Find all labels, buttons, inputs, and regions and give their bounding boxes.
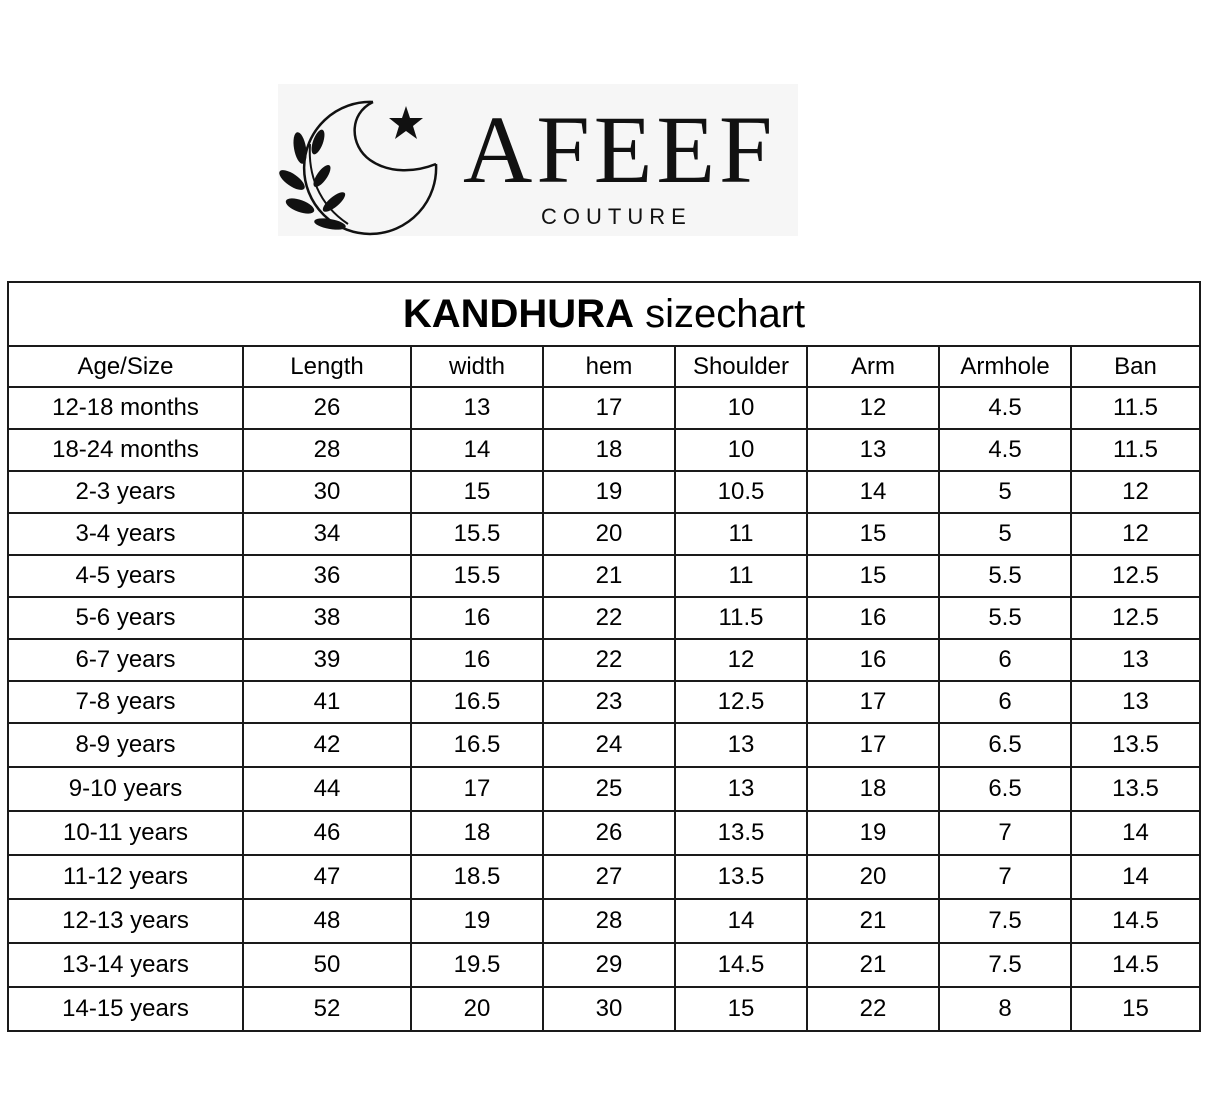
brand-tagline: COUTURE: [541, 204, 692, 229]
measurement-cell: 12: [807, 387, 939, 429]
measurement-cell: 7: [939, 811, 1071, 855]
measurement-cell: 13.5: [675, 855, 807, 899]
measurement-cell: 14: [675, 899, 807, 943]
measurement-cell: 20: [543, 513, 675, 555]
measurement-cell: 11.5: [1071, 387, 1200, 429]
measurement-cell: 18: [411, 811, 543, 855]
measurement-cell: 50: [243, 943, 411, 987]
measurement-cell: 30: [243, 471, 411, 513]
measurement-cell: 15: [1071, 987, 1200, 1031]
measurement-cell: 13: [1071, 639, 1200, 681]
measurement-cell: 14.5: [675, 943, 807, 987]
measurement-cell: 28: [543, 899, 675, 943]
table-row: [8, 855, 1200, 899]
measurement-cell: 13: [807, 429, 939, 471]
measurement-cell: 8: [939, 987, 1071, 1031]
measurement-cell: 44: [243, 767, 411, 811]
measurement-cell: 13.5: [675, 811, 807, 855]
measurement-cell: 12: [1071, 513, 1200, 555]
measurement-cell: 22: [543, 639, 675, 681]
chart-title-suffix: sizechart: [645, 292, 806, 336]
measurement-cell: 17: [543, 387, 675, 429]
measurement-cell: 42: [243, 723, 411, 767]
table-row: [8, 471, 1200, 513]
measurement-cell: 17: [411, 767, 543, 811]
measurement-cell: 14.5: [1071, 943, 1200, 987]
table-row: [8, 429, 1200, 471]
measurement-cell: 5: [939, 513, 1071, 555]
measurement-cell: 25: [543, 767, 675, 811]
measurement-cell: 14: [807, 471, 939, 513]
measurement-cell: 19: [807, 811, 939, 855]
measurement-cell: 18: [543, 429, 675, 471]
measurement-cell: 10: [675, 429, 807, 471]
measurement-cell: 7: [939, 855, 1071, 899]
measurement-cell: 16: [807, 639, 939, 681]
measurement-cell: 16: [807, 597, 939, 639]
measurement-cell: 20: [411, 987, 543, 1031]
column-header: Ban: [1071, 346, 1200, 387]
column-header: Age/Size: [8, 346, 243, 387]
measurement-cell: 12: [675, 639, 807, 681]
measurement-cell: 20: [807, 855, 939, 899]
size-chart-table: [7, 281, 1201, 1032]
measurement-cell: 14: [411, 429, 543, 471]
age-size-cell: 12-18 months: [8, 387, 243, 429]
measurement-cell: 5.5: [939, 597, 1071, 639]
measurement-cell: 10.5: [675, 471, 807, 513]
measurement-cell: 24: [543, 723, 675, 767]
column-header: Length: [243, 346, 411, 387]
measurement-cell: 13: [411, 387, 543, 429]
age-size-cell: 5-6 years: [8, 597, 243, 639]
measurement-cell: 14: [1071, 811, 1200, 855]
measurement-cell: 41: [243, 681, 411, 723]
crescent-moon-star-leaf-icon: [278, 84, 453, 236]
age-size-cell: 9-10 years: [8, 767, 243, 811]
measurement-cell: 14: [1071, 855, 1200, 899]
measurement-cell: 12.5: [1071, 555, 1200, 597]
measurement-cell: 15: [807, 555, 939, 597]
age-size-cell: 14-15 years: [8, 987, 243, 1031]
measurement-cell: 46: [243, 811, 411, 855]
measurement-cell: 17: [807, 723, 939, 767]
table-row: [8, 723, 1200, 767]
measurement-cell: 18.5: [411, 855, 543, 899]
age-size-cell: 10-11 years: [8, 811, 243, 855]
age-size-cell: 11-12 years: [8, 855, 243, 899]
measurement-cell: 5: [939, 471, 1071, 513]
measurement-cell: 12: [1071, 471, 1200, 513]
measurement-cell: 16.5: [411, 723, 543, 767]
measurement-cell: 11: [675, 555, 807, 597]
measurement-cell: 22: [543, 597, 675, 639]
measurement-cell: 29: [543, 943, 675, 987]
column-header: Shoulder: [675, 346, 807, 387]
measurement-cell: 6.5: [939, 767, 1071, 811]
measurement-cell: 36: [243, 555, 411, 597]
measurement-cell: 18: [807, 767, 939, 811]
measurement-cell: 5.5: [939, 555, 1071, 597]
measurement-cell: 19.5: [411, 943, 543, 987]
measurement-cell: 14.5: [1071, 899, 1200, 943]
measurement-cell: 48: [243, 899, 411, 943]
age-size-cell: 8-9 years: [8, 723, 243, 767]
age-size-cell: 6-7 years: [8, 639, 243, 681]
measurement-cell: 22: [807, 987, 939, 1031]
measurement-cell: 4.5: [939, 429, 1071, 471]
measurement-cell: 15: [807, 513, 939, 555]
measurement-cell: 4.5: [939, 387, 1071, 429]
measurement-cell: 47: [243, 855, 411, 899]
measurement-cell: 13: [675, 767, 807, 811]
measurement-cell: 21: [807, 899, 939, 943]
measurement-cell: 15: [675, 987, 807, 1031]
table-row: [8, 681, 1200, 723]
age-size-cell: 3-4 years: [8, 513, 243, 555]
measurement-cell: 6: [939, 681, 1071, 723]
age-size-cell: 4-5 years: [8, 555, 243, 597]
table-row: [8, 513, 1200, 555]
table-row: [8, 639, 1200, 681]
column-header: Armhole: [939, 346, 1071, 387]
measurement-cell: 6: [939, 639, 1071, 681]
measurement-cell: 21: [807, 943, 939, 987]
measurement-cell: 11.5: [1071, 429, 1200, 471]
measurement-cell: 12.5: [1071, 597, 1200, 639]
measurement-cell: 21: [543, 555, 675, 597]
chart-body: [8, 387, 1200, 1031]
measurement-cell: 19: [411, 899, 543, 943]
measurement-cell: 13: [1071, 681, 1200, 723]
measurement-cell: 13: [675, 723, 807, 767]
brand-name: AFEEF: [463, 96, 777, 196]
table-row: [8, 899, 1200, 943]
measurement-cell: 38: [243, 597, 411, 639]
measurement-cell: 30: [543, 987, 675, 1031]
brand-wordmark: [458, 96, 798, 196]
measurement-cell: 34: [243, 513, 411, 555]
column-header: Arm: [807, 346, 939, 387]
age-size-cell: 13-14 years: [8, 943, 243, 987]
measurement-cell: 12.5: [675, 681, 807, 723]
column-header: width: [411, 346, 543, 387]
age-size-cell: 2-3 years: [8, 471, 243, 513]
measurement-cell: 27: [543, 855, 675, 899]
measurement-cell: 23: [543, 681, 675, 723]
measurement-cell: 19: [543, 471, 675, 513]
measurement-cell: 10: [675, 387, 807, 429]
measurement-cell: 17: [807, 681, 939, 723]
table-row: [8, 767, 1200, 811]
measurement-cell: 15.5: [411, 513, 543, 555]
measurement-cell: 15: [411, 471, 543, 513]
measurement-cell: 28: [243, 429, 411, 471]
chart-title: [8, 282, 1200, 346]
measurement-cell: 13.5: [1071, 723, 1200, 767]
measurement-cell: 26: [243, 387, 411, 429]
table-row: [8, 387, 1200, 429]
table-row: [8, 943, 1200, 987]
measurement-cell: 16: [411, 639, 543, 681]
measurement-cell: 7.5: [939, 943, 1071, 987]
brand-logo: [278, 84, 798, 236]
measurement-cell: 16.5: [411, 681, 543, 723]
column-header: hem: [543, 346, 675, 387]
measurement-cell: 7.5: [939, 899, 1071, 943]
measurement-cell: 39: [243, 639, 411, 681]
table-row: [8, 811, 1200, 855]
chart-title-product: KANDHURA: [402, 292, 634, 336]
measurement-cell: 6.5: [939, 723, 1071, 767]
column-header-row: [8, 346, 1200, 387]
measurement-cell: 26: [543, 811, 675, 855]
measurement-cell: 15.5: [411, 555, 543, 597]
measurement-cell: 16: [411, 597, 543, 639]
measurement-cell: 11: [675, 513, 807, 555]
age-size-cell: 12-13 years: [8, 899, 243, 943]
table-row: [8, 597, 1200, 639]
measurement-cell: 11.5: [675, 597, 807, 639]
measurement-cell: 52: [243, 987, 411, 1031]
measurement-cell: 13.5: [1071, 767, 1200, 811]
table-row: [8, 555, 1200, 597]
age-size-cell: 18-24 months: [8, 429, 243, 471]
table-row: [8, 987, 1200, 1031]
age-size-cell: 7-8 years: [8, 681, 243, 723]
